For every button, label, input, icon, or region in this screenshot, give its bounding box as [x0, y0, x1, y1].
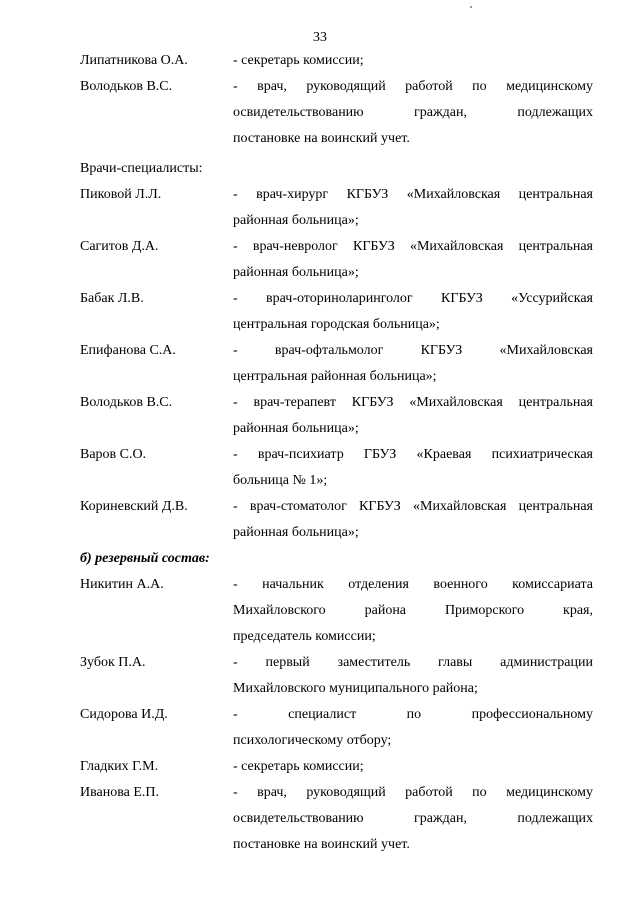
member-name	[80, 806, 233, 832]
member-role-line: - секретарь комиссии;	[233, 53, 364, 68]
member-name: Сидорова И.Д.	[80, 707, 168, 722]
member-role-line: - врач-офтальмолог КГБУЗ «Михайловская	[233, 343, 593, 358]
member-row	[80, 572, 593, 598]
member-row	[80, 312, 593, 338]
member-name	[80, 260, 233, 286]
member-name: Бабак Л.В.	[80, 291, 144, 306]
member-name	[80, 416, 233, 442]
page-number: 33	[313, 30, 327, 45]
member-name: Кориневский Д.В.	[80, 499, 188, 514]
specialists-heading: Врачи-специалисты:	[80, 161, 203, 176]
main-members-list	[80, 48, 593, 152]
member-row	[80, 702, 593, 728]
member-name: Пиковой Л.Л.	[80, 187, 162, 202]
member-role-line: - врач-оториноларинголог КГБУЗ «Уссурийская	[233, 291, 593, 306]
member-row	[80, 650, 593, 676]
member-row	[80, 624, 593, 650]
member-role-line: - секретарь комиссии;	[233, 759, 364, 774]
member-name	[80, 468, 233, 494]
member-role-line: больница № 1»;	[233, 473, 328, 488]
scan-dot	[470, 6, 472, 8]
member-name: Липатникова О.А.	[80, 53, 188, 68]
member-row	[80, 338, 593, 364]
member-role-line: центральная городская больница»;	[233, 317, 440, 332]
member-role-line: - врач-стоматолог КГБУЗ «Михайловская центральная	[233, 499, 593, 514]
member-row	[80, 234, 593, 260]
member-row	[80, 442, 593, 468]
member-name: Иванова Е.П.	[80, 785, 160, 800]
member-row	[80, 676, 593, 702]
reserve-heading: б) резервный состав:	[80, 551, 210, 566]
member-row	[80, 48, 593, 74]
member-role-line: освидетельствованию граждан, подлежащих	[233, 811, 593, 826]
member-role-line: - врач, руководящий работой по медицинскому	[233, 785, 593, 800]
member-role-line: - врач-хирург КГБУЗ «Михайловская центральная	[233, 187, 593, 202]
member-role-line: - начальник отделения военного комиссариата	[233, 577, 593, 592]
member-name: Сагитов Д.А.	[80, 239, 159, 254]
member-row	[80, 260, 593, 286]
member-row	[80, 208, 593, 234]
member-name	[80, 676, 233, 702]
member-role-line: освидетельствованию граждан, подлежащих	[233, 105, 593, 120]
document-content	[80, 48, 593, 858]
member-name: Гладких Г.М.	[80, 759, 159, 774]
member-row	[80, 182, 593, 208]
member-row	[80, 832, 593, 858]
member-role-line: центральная районная больница»;	[233, 369, 437, 384]
member-name: Володьков В.С.	[80, 395, 173, 410]
member-row	[80, 126, 593, 152]
member-role-line: психологическому отбору;	[233, 733, 392, 748]
member-row	[80, 74, 593, 100]
member-role-line: постановке на воинский учет.	[233, 131, 410, 146]
member-role-line: - специалист по профессиональному	[233, 707, 593, 722]
member-row	[80, 390, 593, 416]
member-role-line: Михайловского района Приморского края,	[233, 603, 593, 618]
member-row	[80, 754, 593, 780]
member-row	[80, 468, 593, 494]
member-row	[80, 598, 593, 624]
member-role-line: - врач-терапевт КГБУЗ «Михайловская центральная	[233, 395, 593, 410]
member-role-line: районная больница»;	[233, 265, 359, 280]
member-name: Зубок П.А.	[80, 655, 146, 670]
reserve-list	[80, 572, 593, 858]
member-name	[80, 520, 233, 546]
member-row	[80, 286, 593, 312]
member-name	[80, 126, 233, 152]
member-row	[80, 364, 593, 390]
member-role-line: районная больница»;	[233, 421, 359, 436]
member-row	[80, 520, 593, 546]
member-row	[80, 416, 593, 442]
member-name	[80, 100, 233, 126]
member-name	[80, 364, 233, 390]
member-role-line: председатель комиссии;	[233, 629, 376, 644]
member-name	[80, 728, 233, 754]
member-role-line: - врач-невролог КГБУЗ «Михайловская центральная	[233, 239, 593, 254]
member-role-line: районная больница»;	[233, 525, 359, 540]
member-name	[80, 208, 233, 234]
member-role-line: постановке на воинский учет.	[233, 837, 410, 852]
member-name: Варов С.О.	[80, 447, 147, 462]
member-name: Епифанова С.А.	[80, 343, 176, 358]
member-row	[80, 728, 593, 754]
member-name: Володьков В.С.	[80, 79, 173, 94]
specialists-list	[80, 182, 593, 546]
member-name	[80, 312, 233, 338]
member-role-line: районная больница»;	[233, 213, 359, 228]
member-name	[80, 832, 233, 858]
member-row	[80, 806, 593, 832]
member-role-line: Михайловского муниципального района;	[233, 681, 478, 696]
member-row	[80, 494, 593, 520]
member-name	[80, 624, 233, 650]
member-role-line: - врач-психиатр ГБУЗ «Краевая психиатрическая	[233, 447, 593, 462]
member-row	[80, 100, 593, 126]
member-row	[80, 780, 593, 806]
member-name: Никитин А.А.	[80, 577, 164, 592]
member-name	[80, 598, 233, 624]
member-role-line: - врач, руководящий работой по медицинскому	[233, 79, 593, 94]
member-role-line: - первый заместитель главы администрации	[233, 655, 593, 670]
